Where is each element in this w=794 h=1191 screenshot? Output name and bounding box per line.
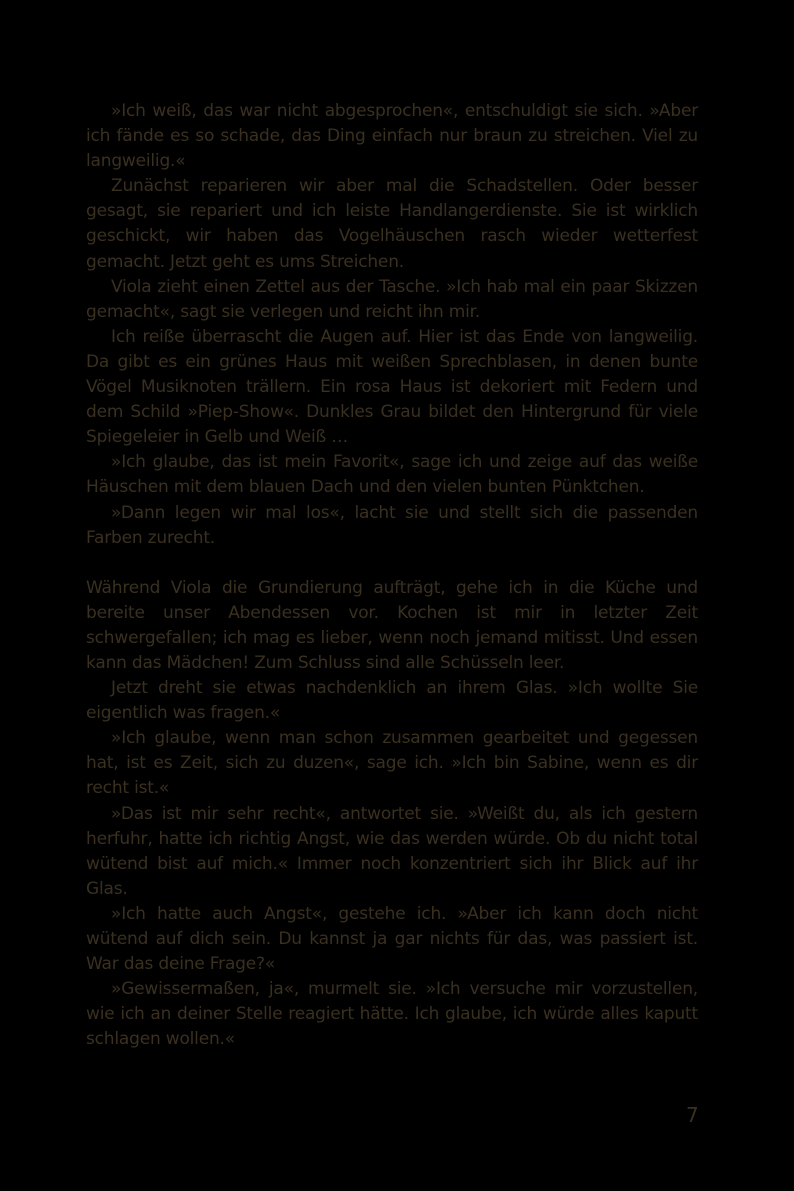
paragraph: »Dann legen wir mal los«, lacht sie und stellt sich die passenden Farben zurecht.: [86, 502, 698, 548]
paragraph: »Ich glaube, wenn man schon zusammen gearbeitet und gegessen hat, ist es Zeit, sich zu duzen«, sage ich. »Ich bin Sabine, wenn es dir recht ist.«: [86, 728, 698, 799]
paragraph: Ich reiße überrascht die Augen auf. Hier ist das Ende von langweilig. Da gibt es ein grünes Haus mit weißen Sprechblasen, in denen bunte Vögel Musiknoten trällern. Ein rosa Haus ist dekoriert mit Federn und dem Schild »Piep-Show«. Dunkles Grau bildet den Hintergrund für viele Spiegeleier in Gelb und Weiß …: [86, 326, 698, 448]
paragraph: Zunächst reparieren wir aber mal die Schadstellen. Oder besser gesagt, sie repariert und ich leiste Handlangerdienste. Sie ist wirklich geschickt, wir haben das Vogelhäuschen rasch wieder wetterfest gemacht. Jetzt geht es ums Streichen.: [86, 176, 698, 272]
paragraph: »Gewissermaßen, ja«, murmelt sie. »Ich versuche mir vorzustellen, wie ich an deiner Stelle reagiert hätte. Ich glaube, ich würde alles kaputt schlagen wollen.«: [86, 979, 698, 1050]
paragraph: Jetzt dreht sie etwas nachdenklich an ihrem Glas. »Ich wollte Sie eigentlich was fragen.«: [86, 678, 698, 724]
paragraph: »Ich weiß, das war nicht abgesprochen«, entschuldigt sie sich. »Aber ich fände es so schade, das Ding einfach nur braun zu streichen. Viel zu langweilig.«: [86, 101, 698, 172]
paragraph: »Das ist mir sehr recht«, antwortet sie. »Weißt du, als ich gestern herfuhr, hatte ich richtig Angst, wie das werden würde. Ob du nicht total wütend bist auf mich.« Immer noch konzentriert sich ihr Blick auf ihr Glas.: [86, 803, 698, 899]
page-number: 7: [686, 1103, 699, 1127]
paragraph: Viola zieht einen Zettel aus der Tasche. »Ich hab mal ein paar Skizzen gemacht«, sagt sie verlegen und reicht ihn mir.: [86, 276, 698, 322]
paragraph: »Ich hatte auch Angst«, gestehe ich. »Aber ich kann doch nicht wütend auf dich sein. Du kannst ja gar nichts für das, was passiert ist. War das deine Frage?«: [86, 903, 698, 975]
section-break: [86, 551, 698, 576]
body-text: [86, 99, 698, 1052]
paragraph: Während Viola die Grundierung aufträgt, gehe ich in die Küche und bereite unser Abendessen vor. Kochen ist mir in letzter Zeit schwergefallen; ich mag es lieber, wenn noch jemand mitisst. Und essen kann das Mädchen! Zum Schluss sind alle Schüsseln leer.: [86, 577, 698, 673]
paragraph: »Ich glaube, das ist mein Favorit«, sage ich und zeige auf das weiße Häuschen mit dem blauen Dach und den vielen bunten Pünktchen.: [86, 452, 698, 498]
